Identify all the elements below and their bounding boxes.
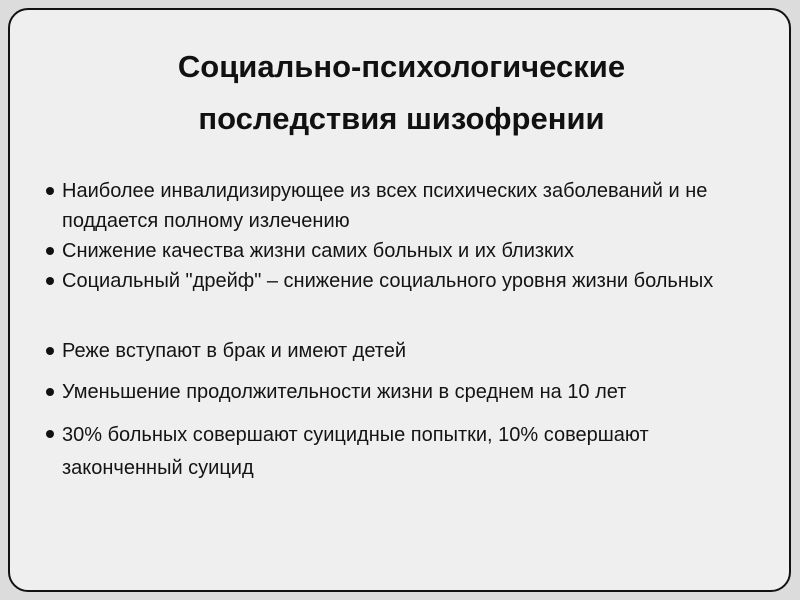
title-line-1: Социально-психологические <box>177 49 626 84</box>
list-item <box>46 336 766 366</box>
slide-title <box>10 41 793 145</box>
list-item <box>46 266 766 296</box>
bullet-icon <box>46 388 54 396</box>
list-item <box>46 236 766 266</box>
title-line-2: последствия шизофрении <box>198 101 605 136</box>
bullet-icon <box>46 187 54 195</box>
list-item <box>46 176 766 236</box>
bullet-icon <box>46 347 54 355</box>
bullet-icon <box>46 277 54 285</box>
bullet-icon <box>46 247 54 255</box>
list-item-text: Наиболее инвалидизирующее из всех психических заболеваний и не поддается полному излечению <box>62 180 708 232</box>
slide-card <box>8 8 791 592</box>
bullet-icon <box>46 430 54 438</box>
list-item <box>46 419 766 485</box>
list-item <box>46 377 766 407</box>
list-item-text: Снижение качества жизни самих больных и их близких <box>62 240 574 262</box>
list-item-text: 30% больных совершают суицидные попытки, 10% совершают законченный суицид <box>62 424 649 479</box>
list-item-text: Уменьшение продолжительности жизни в среднем на 10 лет <box>62 381 627 403</box>
list-item-text: Реже вступают в брак и имеют детей <box>62 340 407 362</box>
list-item-text: Социальный "дрейф" – снижение социального уровня жизни больных <box>62 270 714 292</box>
